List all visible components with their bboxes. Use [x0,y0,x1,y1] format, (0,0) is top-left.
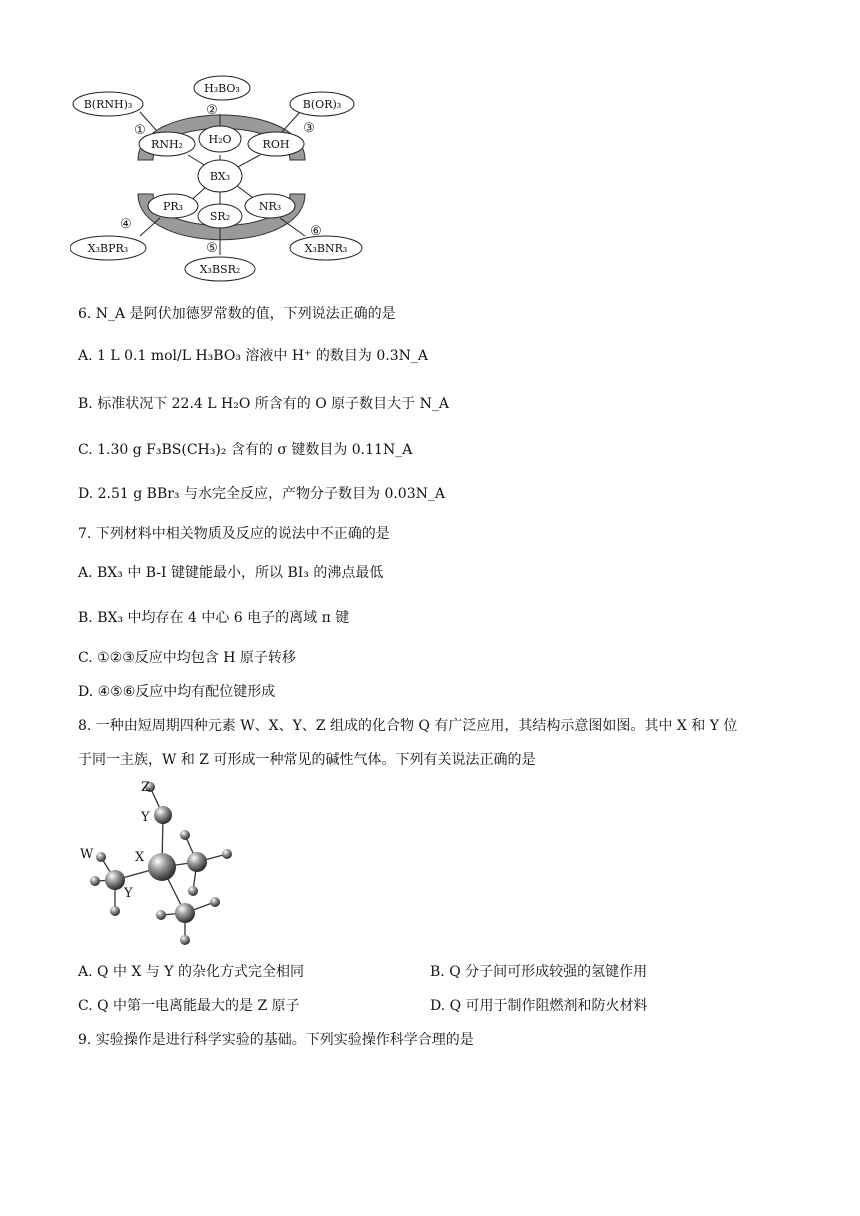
q8-option-a: A. Q 中 X 与 Y 的杂化方式完全相同 [78,964,304,980]
q6-option-c: C. 1.30 g F₃BS(CH₃)₂ 含有的 σ 键数目为 0.11N_A [78,442,413,458]
atom-x [148,853,176,881]
node-nr3: NR₃ [258,200,282,213]
marker-4: ④ [120,217,132,232]
node-sr2: SR₂ [209,210,231,223]
atom-y-left [105,870,125,890]
q7-stem: 7. 下列材料中相关物质及反应的说法中不正确的是 [78,526,390,542]
q9-stem: 9. 实验操作是进行科学实验的基础。下列实验操作科学合理的是 [78,1032,474,1048]
q8-option-c: C. Q 中第一电离能最大的是 Z 原子 [78,998,300,1014]
atom-w [96,852,106,862]
label-y-top: Y [141,810,150,825]
label-x: X [135,850,145,865]
node-roh: ROH [262,138,290,151]
q8-stem-line2: 于同一主族，W 和 Z 可形成一种常见的碱性气体。下列有关说法正确的是 [78,752,536,768]
label-z: Z [141,780,151,795]
q8-option-b: B. Q 分子间可形成较强的氢键作用 [430,964,648,980]
q7-option-c: C. ①②③反应中均包含 H 原子转移 [78,650,296,666]
q6-option-a: A. 1 L 0.1 mol/L H₃BO₃ 溶液中 H⁺ 的数目为 0.3N_A [78,348,428,364]
molecule-q-structure [75,775,245,950]
marker-1: ① [134,123,146,138]
q6-stem: 6. N_A 是阿伏加德罗常数的值，下列说法正确的是 [78,306,396,322]
product-x3bpr3: X₃BPR₃ [87,242,129,255]
marker-3: ③ [303,121,315,136]
label-w: W [80,847,94,862]
node-h2o: H₂O [208,133,232,146]
product-brnh3: B(RNH)₃ [83,98,133,111]
product-x3bnr3: X₃BNR₃ [304,242,348,255]
bx3-reaction-diagram [70,70,370,285]
node-rnh2: RNH₂ [151,138,183,151]
q6-option-d: D. 2.51 g BBr₃ 与水完全反应，产物分子数目为 0.03N_A [78,486,445,502]
label-y-left: Y [124,886,133,901]
marker-5: ⑤ [206,241,218,256]
q7-option-a: A. BX₃ 中 B-I 键键能最小，所以 BI₃ 的沸点最低 [78,565,384,581]
marker-2: ② [206,103,218,118]
node-pr3: PR₃ [162,200,184,213]
q8-stem-line1: 8. 一种由短周期四种元素 W、X、Y、Z 组成的化合物 Q 有广泛应用，其结构示意图如图。其中 X 和 Y 位 [78,718,738,734]
q8-option-d: D. Q 可用于制作阻燃剂和防火材料 [430,998,648,1014]
q6-option-b: B. 标准状况下 22.4 L H₂O 所含有的 O 原子数目大于 N_A [78,396,449,412]
atom-y-top [154,806,172,824]
q7-option-b: B. BX₃ 中均存在 4 中心 6 电子的离域 π 键 [78,610,350,626]
q7-option-d: D. ④⑤⑥反应中均有配位键形成 [78,684,276,700]
marker-6: ⑥ [310,224,322,239]
product-bor3: B(OR)₃ [302,98,342,111]
product-x3bsr2: X₃BSR₂ [199,263,241,276]
node-bx3: BX₃ [209,170,231,183]
product-h3bo3: H₃BO₃ [204,82,240,95]
